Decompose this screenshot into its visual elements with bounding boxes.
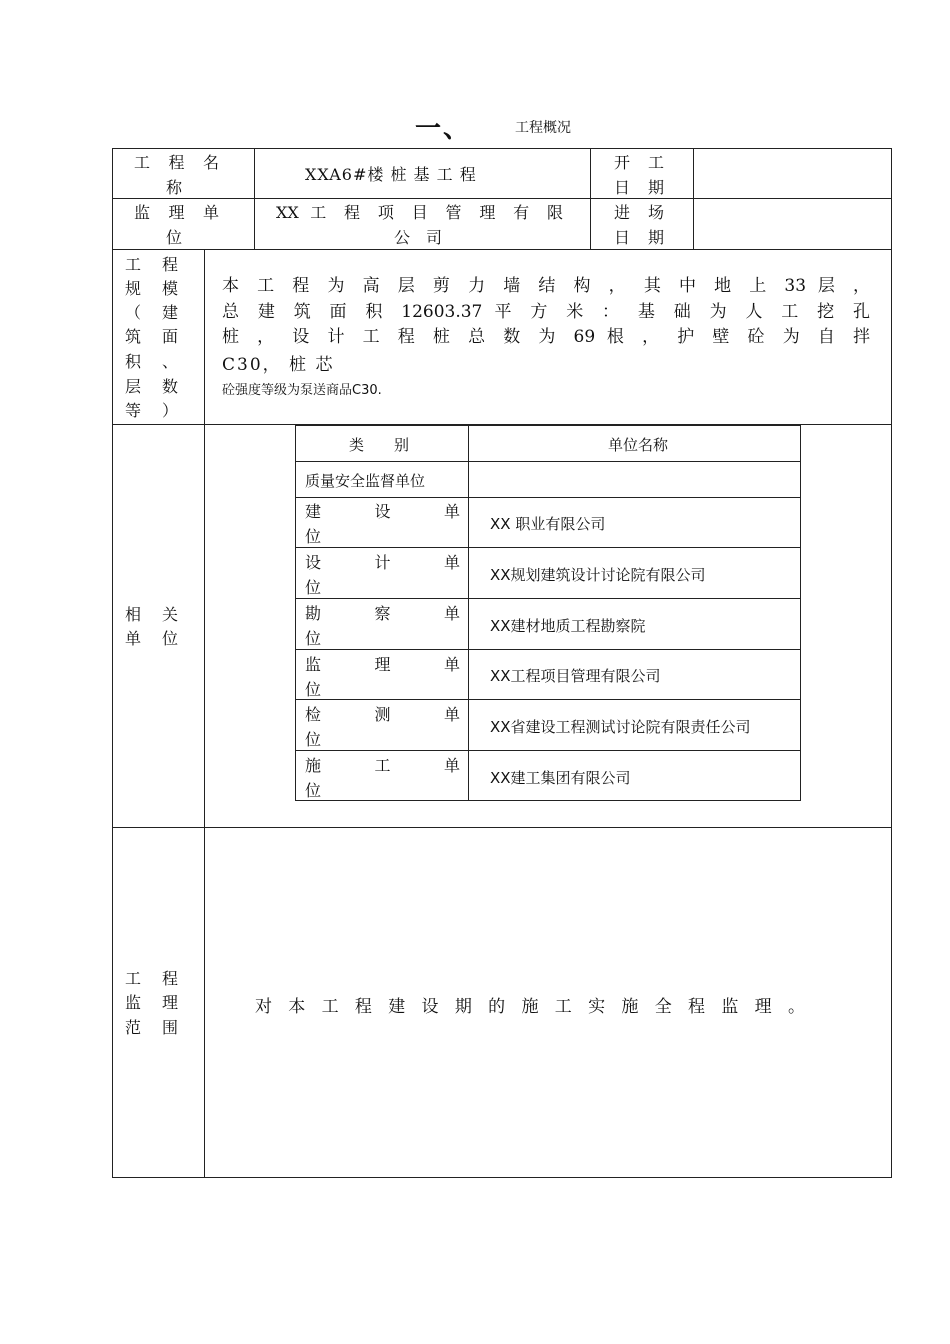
related-label-2: 单 位 (125, 629, 178, 648)
type-cell-2: 位 (305, 527, 322, 546)
supervisor-label: 监 理 单 (134, 203, 219, 222)
section-title: 工程概况 (515, 120, 571, 136)
type-cell: 监 理 单 (305, 655, 460, 674)
supervisor-label-2: 位 (166, 228, 183, 247)
type-cell-2: 位 (305, 578, 322, 597)
header-name: 单位名称 (608, 436, 669, 454)
scale-line: 总 建 筑 面 积 12603.37 平 方 米 ： 基 础 为 人 工 挖 孔 (222, 301, 870, 322)
name-cell: XX省建设工程测试讨论院有限责任公司 (490, 718, 751, 736)
start-date-field (700, 162, 885, 187)
type-cell: 检 测 单 (305, 705, 460, 724)
name-cell: XX建材地质工程勘察院 (490, 617, 646, 635)
name-cell: XX规划建筑设计讨论院有限公司 (490, 566, 706, 584)
section-number: 一、 (415, 114, 472, 144)
entry-date-label-2: 日 期 (614, 228, 664, 247)
project-name-label-2: 称 (166, 178, 183, 197)
start-date-label-2: 日 期 (614, 178, 664, 197)
type-cell: 设 计 单 (305, 553, 460, 572)
type-cell: 施 工 单 (305, 756, 460, 775)
scope-value: 对 本 工 程 建 设 期 的 施 工 实 施 全 程 监 理 。 (255, 997, 805, 1017)
supervisor-value-2: 公 司 (394, 228, 442, 247)
header-type: 类 别 (349, 436, 410, 454)
scale-line: C30， 桩 芯 (222, 355, 335, 375)
type-cell: 勘 察 单 (305, 604, 460, 623)
type-cell-2: 位 (305, 629, 322, 648)
related-label: 相 关 (125, 605, 178, 624)
project-name-value: XXA6#楼 桩 基 工 程 (305, 165, 477, 184)
name-cell: XX 职业有限公司 (490, 515, 606, 533)
concrete-note: 砼强度等级为泵送商品C30. (222, 383, 382, 398)
project-name-label: 工 程 名 (134, 153, 219, 172)
type-cell: 建 设 单 (305, 502, 460, 521)
entry-date-label: 进 场 (614, 203, 664, 222)
entry-date-field (700, 212, 885, 237)
scale-line: 桩 ， 设 计 工 程 桩 总 数 为 69 根 ， 护 壁 砼 为 自 拌 (222, 327, 870, 347)
type-cell-2: 位 (305, 730, 322, 749)
supervisor-value: XX 工 程 项 目 管 理 有 限 (276, 203, 563, 222)
type-cell: 质量安全监督单位 (305, 472, 426, 490)
scale-line: 本 工 程 为 高 层 剪 力 墙 结 构 ， 其 中 地 上 33 层 ， (222, 276, 870, 296)
name-cell: XX工程项目管理有限公司 (490, 667, 661, 685)
name-cell: XX建工集团有限公司 (490, 769, 631, 787)
scale-description (222, 274, 870, 351)
type-cell-2: 位 (305, 680, 322, 699)
type-cell-2: 位 (305, 781, 322, 800)
start-date-label: 开 工 (614, 153, 664, 172)
